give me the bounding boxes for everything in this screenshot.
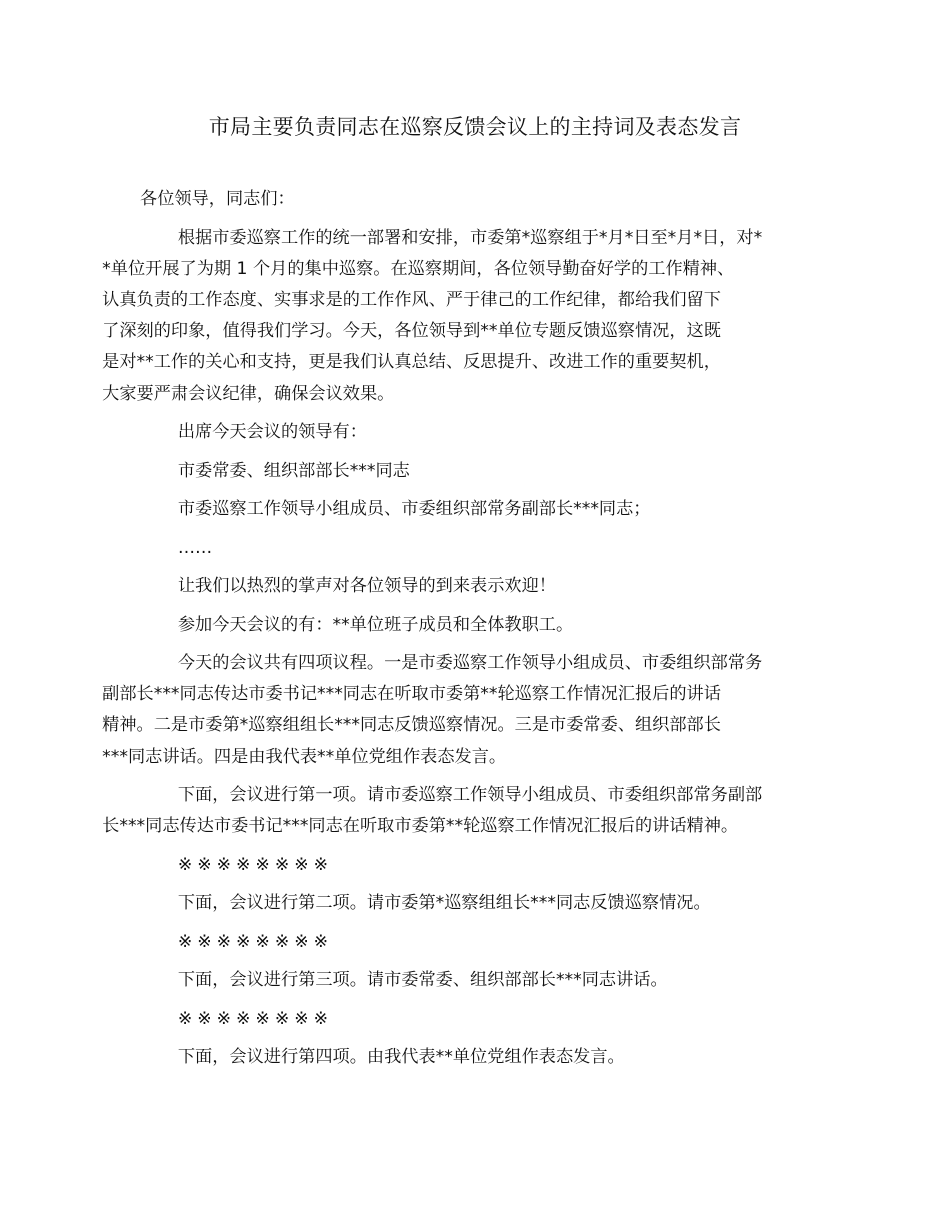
paragraph-opening <box>102 223 815 410</box>
paragraph-line: 认真负责的工作态度、实事求是的工作作风、严于律己的工作纪律，都给我们留下 <box>102 289 721 310</box>
paragraph-line: 了深刻的印象，值得我们学习。今天，各位领导到**单位专题反馈巡察情况，这既 <box>102 321 721 342</box>
paragraph-item-2: 下面，会议进行第二项。请市委第*巡察组组长***同志反馈巡察情况。 <box>177 893 711 914</box>
leaders-intro: 出席今天会议的领导有： <box>177 422 367 443</box>
welcome-line: 让我们以热烈的掌声对各位领导的到来表示欢迎！ <box>177 576 556 597</box>
greeting: 各位领导，同志们： <box>140 189 295 209</box>
paragraph-line: ***同志讲话。四是由我代表**单位党组作表态发言。 <box>102 746 507 767</box>
paragraph-line: 今天的会议共有四项议程。一是市委巡察工作领导小组成员、市委组织部常务 <box>177 653 763 674</box>
document-title: 市局主要负责同志在巡察反馈会议上的主持词及表态发言 <box>208 115 742 139</box>
paragraph-line: 副部长***同志传达市委书记***同志在听取市委第**轮巡察工作情况汇报后的讲话 <box>102 684 721 705</box>
document-body <box>102 184 815 1081</box>
paragraph-line: *单位开展了为期 1 个月的集中巡察。在巡察期间，各位领导勤奋好学的工作精神、 <box>102 258 735 279</box>
leader-line: 市委常委、组织部部长***同志 <box>177 460 410 481</box>
paragraph-line: 根据市委巡察工作的统一部署和安排，市委第*巡察组于*月*日至*月*日，对* <box>177 227 763 248</box>
separator-line: ※※※※※※※※ <box>177 1008 334 1029</box>
ellipsis-line: …… <box>177 537 213 558</box>
paragraph-line: 长***同志传达市委书记***同志在听取市委第**轮巡察工作情况汇报后的讲话精神。 <box>102 816 739 837</box>
attendees-line: 参加今天会议的有：**单位班子成员和全体教职工。 <box>177 614 574 635</box>
paragraph-item-4: 下面，会议进行第四项。由我代表**单位党组作表态发言。 <box>177 1047 625 1068</box>
paragraph-item-1 <box>102 780 815 842</box>
paragraph-agenda <box>102 648 815 773</box>
paragraph-line: 下面，会议进行第一项。请市委巡察工作领导小组成员、市委组织部常务副部 <box>177 785 763 806</box>
paragraph-line: 精神。二是市委第*巡察组组长***同志反馈巡察情况。三是市委常委、组织部部长 <box>102 715 721 736</box>
leader-line: 市委巡察工作领导小组成员、市委组织部常务副部长***同志； <box>177 499 651 520</box>
paragraph-line: 大家要严肃会议纪律，确保会议效果。 <box>102 383 395 404</box>
paragraph-line: 是对**工作的关心和支持，更是我们认真总结、反思提升、改进工作的重要契机， <box>102 352 721 373</box>
paragraph-item-3: 下面，会议进行第三项。请市委常委、组织部部长***同志讲话。 <box>177 970 668 991</box>
separator-line: ※※※※※※※※ <box>177 931 334 952</box>
separator-line: ※※※※※※※※ <box>177 854 334 875</box>
